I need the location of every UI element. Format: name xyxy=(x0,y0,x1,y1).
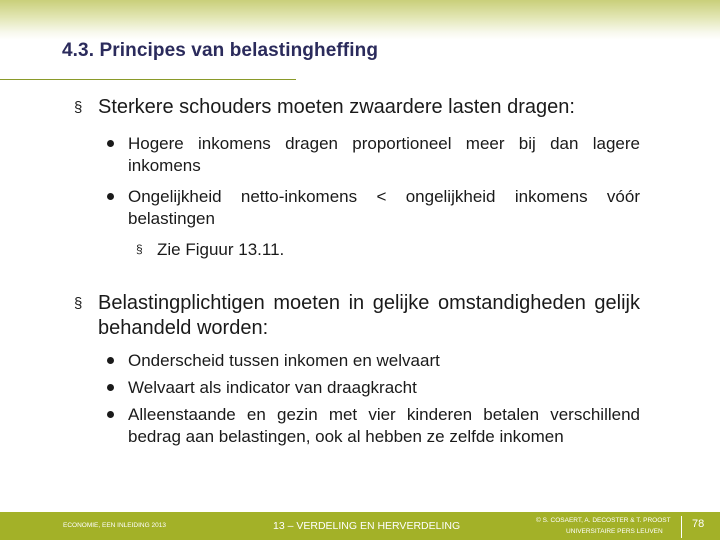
slide-title: 4.3. Principes van belastingheffing xyxy=(62,40,379,61)
bullet-2 xyxy=(74,291,640,341)
bullet-dot-icon xyxy=(107,384,114,391)
footer-copyright: © S. COSAERT, A. DECOSTER & T. PROOST xyxy=(536,517,671,524)
footer-book-title: ECONOMIE, EEN INLEIDING 2013 xyxy=(63,522,166,529)
sub-bullet-text: Welvaart als indicator van draagkracht xyxy=(128,378,417,397)
sub-bullet-text: Hogere inkomens dragen proportioneel meer bij dan lagere inkomens xyxy=(128,134,640,175)
footer-publisher: UNIVERSITAIRE PERS LEUVEN xyxy=(566,528,663,535)
bullet-text: Sterkere schouders moeten zwaardere lasten dragen: xyxy=(98,96,575,118)
sub-bullet-text: Ongelijkheid netto-inkomens < ongelijkheid inkomens vóór belastingen xyxy=(128,187,640,228)
bullet-marker: § xyxy=(74,99,83,116)
sub-bullet-2-3 xyxy=(128,404,640,447)
bullet-dot-icon xyxy=(107,193,114,200)
bullet-dot-icon xyxy=(107,140,114,147)
sub-bullet-text: Onderscheid tussen inkomen en welvaart xyxy=(128,351,440,370)
sub-bullet-text: Alleenstaande en gezin met vier kinderen betalen verschillend bedrag aan belastingen, ook al hebben ze zelfde inkomen xyxy=(128,405,640,446)
sub-sub-bullet-text: Zie Figuur 13.11. xyxy=(157,240,285,259)
footer-bar xyxy=(0,512,720,540)
sub-bullet-2-2 xyxy=(128,377,640,399)
footer-chapter: 13 – VERDELING EN HERVERDELING xyxy=(273,520,461,532)
sub-bullet-2-1 xyxy=(128,350,640,372)
bullet-text: Belastingplichtigen moeten in gelijke omstandigheden gelijk behandeld worden: xyxy=(98,292,640,339)
header-band xyxy=(0,0,720,40)
bullet-dot-icon xyxy=(107,357,114,364)
page-number: 78 xyxy=(692,518,705,530)
bullet-1 xyxy=(74,95,640,120)
sub-sub-bullet-1-2-1 xyxy=(136,239,285,260)
footer-divider xyxy=(681,516,682,538)
bullet-marker: § xyxy=(74,295,83,312)
sub-bullet-1-2 xyxy=(128,186,640,229)
title-underline xyxy=(0,79,296,80)
bullet-marker: § xyxy=(136,242,143,256)
sub-bullet-1-1 xyxy=(128,133,640,176)
bullet-dot-icon xyxy=(107,411,114,418)
